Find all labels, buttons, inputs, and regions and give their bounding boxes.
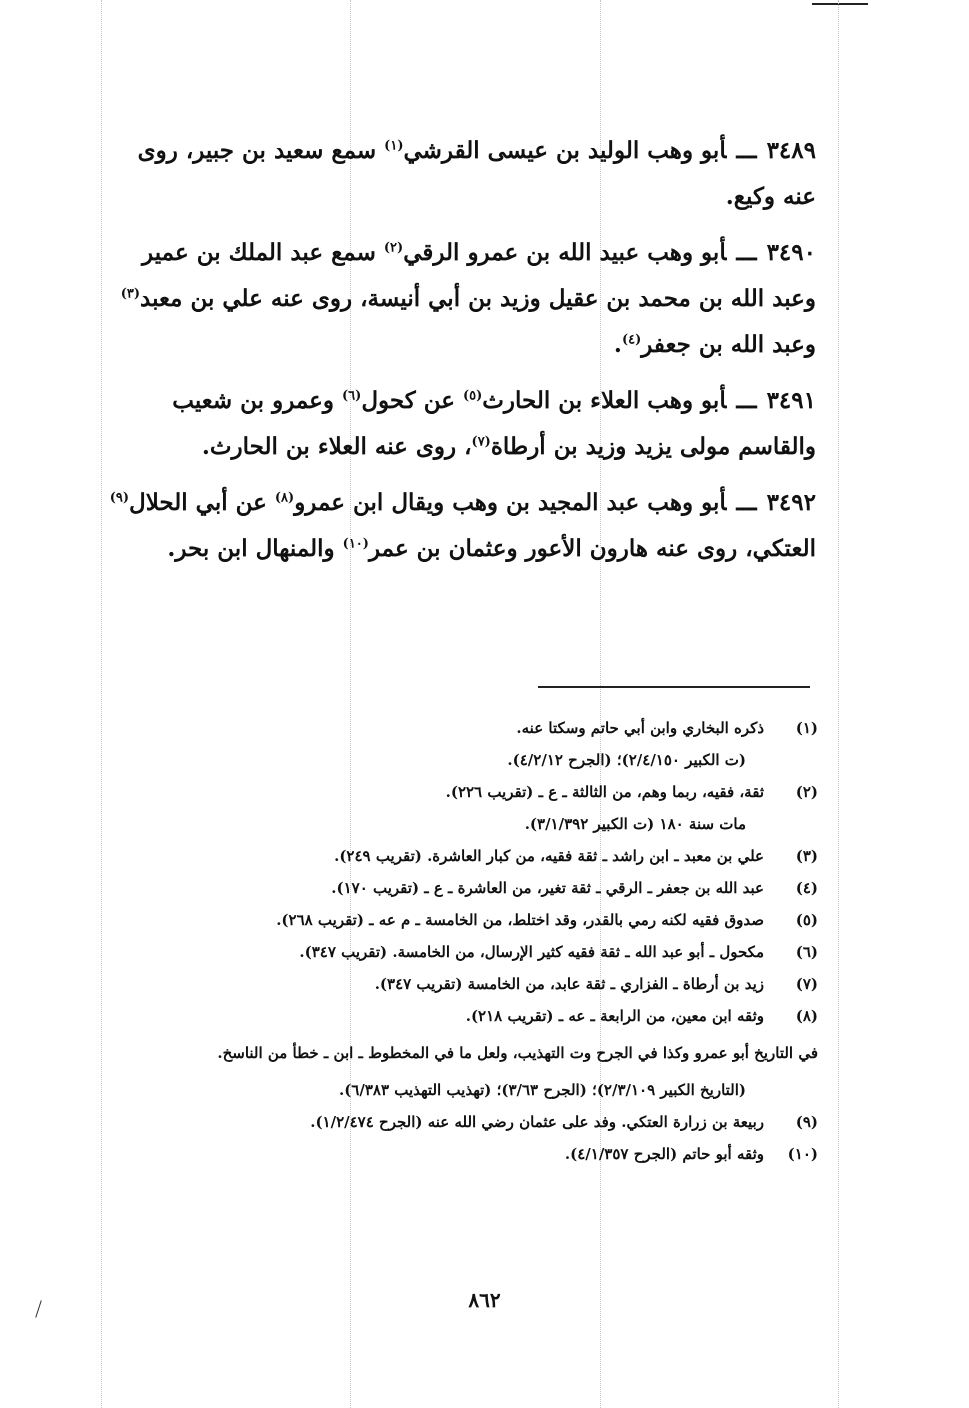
footnote-text: ثقة، فقيه، ربما وهم، من الثالثة ـ ع ـ (تقريب ٢٢٦). (445, 783, 764, 801)
footnote-ref: (٥) (462, 388, 483, 404)
footnote-text: في التاريخ أبو عمرو وكذا في الجرح وت التهذيب، ولعل ما في المخطوط ـ ابن ـ خطأ من الناسخ. (217, 1044, 818, 1062)
footnote-ref: (٧) (471, 434, 491, 450)
entry-text: . (613, 331, 622, 358)
footnote-label: (٧) (795, 975, 818, 993)
footnote-ref: (٤) (621, 332, 642, 348)
entry-number: ٣٤٩٢ (766, 489, 816, 516)
entry-text: عن أبي الحلال (128, 489, 275, 516)
footnote-ref: (٩) (109, 490, 129, 506)
footnote-label: (٥) (795, 911, 818, 929)
entry-text: أبو وهب عبيد الله بن عمرو الرقي (403, 239, 727, 266)
footnote-6 (110, 936, 818, 968)
footnote-text: مكحول ـ أبو عبد الله ـ ثقة فقيه كثير الإرسال، من الخامسة. (تقريب ٣٤٧). (299, 943, 764, 961)
footnote-text: وثقه ابن معين، من الرابعة ـ عه ـ (تقريب ٢١٨). (465, 1007, 764, 1025)
footnote-ref: (١٠) (342, 536, 369, 552)
footnote-text: مات سنة ١٨٠ (ت الكبير ٣/١/٣٩٢). (524, 815, 746, 833)
footnote-10 (110, 1138, 818, 1170)
footnote-text: (ت الكبير ٢/٤/١٥٠)؛ (الجرح ٤/٢/١٢). (507, 751, 746, 769)
footnote-ref: (٨) (274, 490, 295, 506)
entry-text: أبو وهب عبد المجيد بن وهب ويقال ابن عمرو (294, 489, 727, 516)
footnotes (110, 712, 818, 1170)
footnote-3 (110, 840, 818, 872)
entry-number: ٣٤٩١ (766, 387, 816, 414)
footnote-label: (٩) (795, 1113, 818, 1131)
footnote-text: وثقه أبو حاتم (الجرح ٤/١/٣٥٧). (564, 1145, 764, 1163)
footnote-text: زيد بن أرطاة ـ الفزاري ـ ثقة عابد، من الخامسة (تقريب ٣٤٧). (374, 975, 764, 993)
footnote-text: صدوق فقيه لكنه رمي بالقدر، وقد اختلط، من الخامسة ـ م عه ـ (تقريب ٢٦٨). (276, 911, 764, 929)
page-number: ٨٦٢ (468, 1288, 501, 1312)
entry-text: العتكي، روى عنه هارون الأعور وعثمان بن عمر (368, 535, 816, 562)
footnote-4 (110, 872, 818, 904)
footnote-ref: (١) (384, 138, 404, 154)
footnote-ref: (٢) (383, 240, 404, 256)
entry-text: ، روى عنه العلاء بن الحارث. (201, 433, 472, 460)
entry-text: والمنهال ابن بحر. (167, 535, 343, 562)
footnote-text: ذكره البخاري وابن أبي حاتم وسكتا عنه. (516, 719, 764, 737)
entry-text: سمع سعيد بن جبير، روى عنه وكيع. (137, 137, 816, 210)
entry-text: سمع عبد الملك بن عمير وعبد الله بن محمد بن عقيل وزيد بن أبي أنيسة، روى عنه علي بن معبد (140, 239, 816, 312)
top-edge-rule (812, 3, 868, 5)
footnote-text: ربيعة بن زرارة العتكي. وفد على عثمان رضي الله عنه (الجرح ١/٢/٤٧٤). (310, 1113, 764, 1131)
footnote-7 (110, 968, 818, 1000)
footnote-label: (٢) (795, 783, 818, 801)
footnote-9 (110, 1106, 818, 1138)
entry-3490: ٣٤٩٠ـــأبو وهب عبيد الله بن عمرو الرقي$^{(٢)}$ سمع عبد الملك بن عمير وعبد الله بن محمد بن عقيل وزيد بن أبي أنيسة، روى عنه علي بن معبد$^{(٣)}$ وعبد الله بن جعفر$^{(٤)}$. (120, 239, 816, 358)
footnote-label: (٤) (795, 879, 818, 897)
footnote-text: علي بن معبد ـ ابن راشد ـ ثقة فقيه، من كبار العاشرة. (تقريب ٢٤٩). (334, 847, 764, 865)
entry-number: ٣٤٨٩ (766, 137, 816, 164)
main-text (100, 128, 816, 582)
entry-3491: ٣٤٩١ـــأبو وهب العلاء بن الحارث$^{(٥)}$ عن كحول$^{(٦)}$ وعمرو بن شعيب والقاسم مولى يزيد وزيد بن أرطاة$^{(٧)}$، روى عنه العلاء بن الحارث. (172, 387, 816, 460)
entry-text: عن كحول (361, 387, 463, 414)
footnote-text: عبد الله بن جعفر ـ الرقي ـ ثقة تغير، من العاشرة ـ ع ـ (تقريب ١٧٠). (331, 879, 764, 897)
footnote-8 (110, 1000, 818, 1106)
entry-number: ٣٤٩٠ (766, 239, 816, 266)
entry-text: وعبد الله بن جعفر (641, 331, 816, 358)
scan-dotted-line (838, 0, 839, 1408)
footnote-5 (110, 904, 818, 936)
footnote-label: (٦) (795, 943, 818, 961)
footnote-label: (٨) (795, 1007, 818, 1025)
entry-text: وعمرو بن شعيب والقاسم مولى يزيد وزيد بن أرطاة (172, 387, 816, 460)
footnote-label: (٣) (795, 847, 818, 865)
entry-3489: ٣٤٨٩ـــأبو وهب الوليد بن عيسى القرشي$^{(١)}$ سمع سعيد بن جبير، روى عنه وكيع. (137, 137, 816, 210)
footnote-separator (538, 686, 810, 688)
entry-text: أبو وهب العلاء بن الحارث (482, 387, 727, 414)
footnote-2 (110, 776, 818, 840)
footnote-1 (110, 712, 818, 776)
footnote-text: (التاريخ الكبير ٢/٣/١٠٩)؛ (الجرح ٣/٦٣)؛ (تهذيب التهذيب ٦/٣٨٣). (338, 1081, 746, 1099)
footnote-ref: (٦) (342, 388, 362, 404)
entry-3492: ٣٤٩٢ـــأبو وهب عبد المجيد بن وهب ويقال ابن عمرو$^{(٨)}$ عن أبي الحلال$^{(٩)}$ العتكي، روى عنه هارون الأعور وعثمان بن عمر$^{(١٠)}$ والمنهال ابن بحر. (109, 489, 816, 562)
footnote-label: (١) (795, 719, 818, 737)
footnote-label: (١٠) (787, 1145, 818, 1163)
entry-text: أبو وهب الوليد بن عيسى القرشي (403, 137, 727, 164)
footnote-ref: (٣) (120, 286, 141, 302)
